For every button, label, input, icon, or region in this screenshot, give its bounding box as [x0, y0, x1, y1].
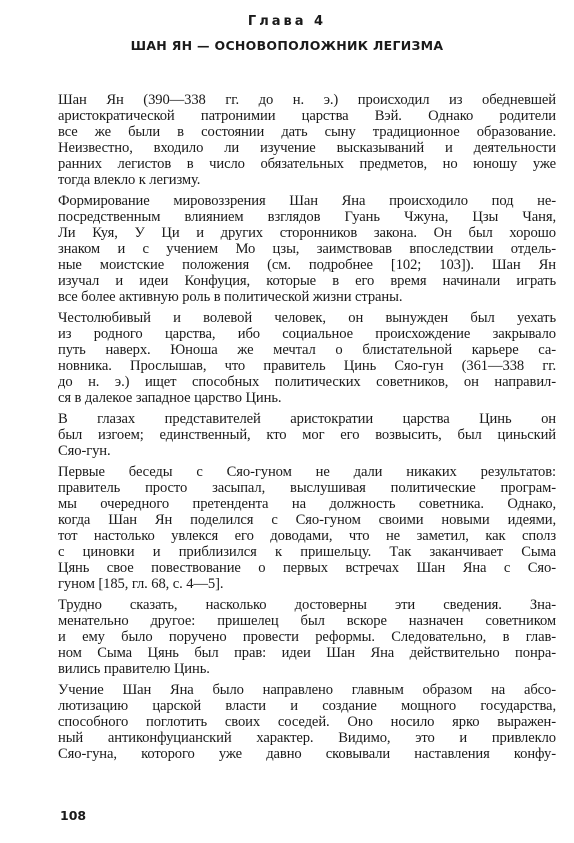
text-line: Цянь свое повествование о первых встречах Шан Яна с Сяо-: [58, 560, 556, 576]
text-line: лютизацию царской власти и создание мощного государства,: [58, 698, 556, 714]
text-line: гуном [185, гл. 68, с. 4—5].: [58, 576, 224, 592]
text-line: до н. э.) ищет способных политических советников, он направил-: [58, 374, 556, 390]
text-line: тот настолько увлекся его доводами, что не заметил, как сполз: [58, 528, 556, 544]
text-line: и ему было поручено провести реформы. Следовательно, в глав-: [58, 629, 556, 645]
text-line: Сяо-гуна, которого уже давно сковывали наставления конфу-: [58, 746, 556, 762]
text-line: ся в далекое западное царство Цинь.: [58, 390, 282, 406]
text-line: ном Сыма Цянь был прав: идеи Шан Яна действительно понра-: [58, 645, 556, 661]
text-line: новника. Прослышав, что правитель Цинь Сяо-гун (361—338 гг.: [58, 358, 556, 374]
text-line: Трудно сказать, насколько достоверны эти сведения. Зна-: [58, 597, 556, 613]
paragraph: [58, 682, 556, 762]
paragraph: [58, 411, 556, 459]
text-line: с циновки и приблизился к пришельцу. Так заканчивает Сыма: [58, 544, 556, 560]
text-line: вились правителю Цинь.: [58, 661, 210, 677]
text-line: тогда влекло к легизму.: [58, 172, 201, 188]
text-line: менательно другое: пришелец был вскоре назначен советником: [58, 613, 556, 629]
text-line: посредственным влиянием взглядов Гуань Чжуна, Цзы Чаня,: [58, 209, 556, 225]
chapter-number: Глава 4: [247, 14, 327, 29]
text-line: путь наверх. Юноша же мечтал о блистательной карьере са-: [58, 342, 556, 358]
text-line: знаком и с учением Мо цзы, заимствовав впоследствии отдель-: [58, 241, 556, 257]
text-line: Ли Куя, У Ци и других сторонников закона. Он был хорошо: [58, 225, 556, 241]
text-line: Шан Ян (390—338 гг. до н. э.) происходил из обедневшей: [58, 92, 556, 108]
text-line: способного поглотить своих соседей. Оно носило ярко выражен-: [58, 714, 556, 730]
paragraph: [58, 92, 556, 188]
chapter-title: ШАН ЯН — ОСНОВОПОЛОЖНИК ЛЕГИЗМА: [130, 38, 444, 53]
text-line: Честолюбивый и волевой человек, он вынужден был уехать: [58, 310, 556, 326]
text-line: Учение Шан Яна было направлено главным образом на абсо-: [58, 682, 556, 698]
text-line: все более активную роль в политической жизни страны.: [58, 289, 403, 305]
text-line: из родного царства, ибо социальное происхождение закрывало: [58, 326, 556, 342]
paragraph: [58, 464, 556, 592]
paragraph: [58, 193, 556, 305]
text-line: ный антиконфуцианский характер. Видимо, это и привлекло: [58, 730, 556, 746]
text-line: Первые беседы с Сяо-гуном не дали никаких результатов:: [58, 464, 556, 480]
text-line: аристократической патронимии царства Вэй. Однако родители: [58, 108, 556, 124]
text-line: ные моистские положения (см. подробнее [102; 103]). Шан Ян: [58, 257, 556, 273]
text-line: Сяо-гун.: [58, 443, 111, 459]
text-line: Формирование мировоззрения Шан Яна происходило под не-: [58, 193, 556, 209]
paragraph: [58, 310, 556, 406]
paragraph: [58, 597, 556, 677]
text-line: ранних легистов в число обязательных предметов, но юношу уже: [58, 156, 556, 172]
text-line: изучал и идеи Конфуция, которые в его время начинали играть: [58, 273, 556, 289]
text-line: правитель просто засыпал, выслушивая политические програм-: [58, 480, 556, 496]
body-text: [58, 92, 556, 767]
page-number: 108: [60, 808, 87, 823]
text-line: был изгоем; единственный, кто мог его возвысить, был циньский: [58, 427, 556, 443]
text-line: В глазах представителей аристократии царства Цинь он: [58, 411, 556, 427]
text-line: когда Шан Ян поделился с Сяо-гуном своими новыми идеями,: [58, 512, 556, 528]
text-line: Неизвестно, входило ли изучение высказываний и деятельности: [58, 140, 556, 156]
text-line: все же были в состоянии дать сыну традиционное образование.: [58, 124, 556, 140]
text-line: мы очередного претендента на должность советника. Однако,: [58, 496, 556, 512]
